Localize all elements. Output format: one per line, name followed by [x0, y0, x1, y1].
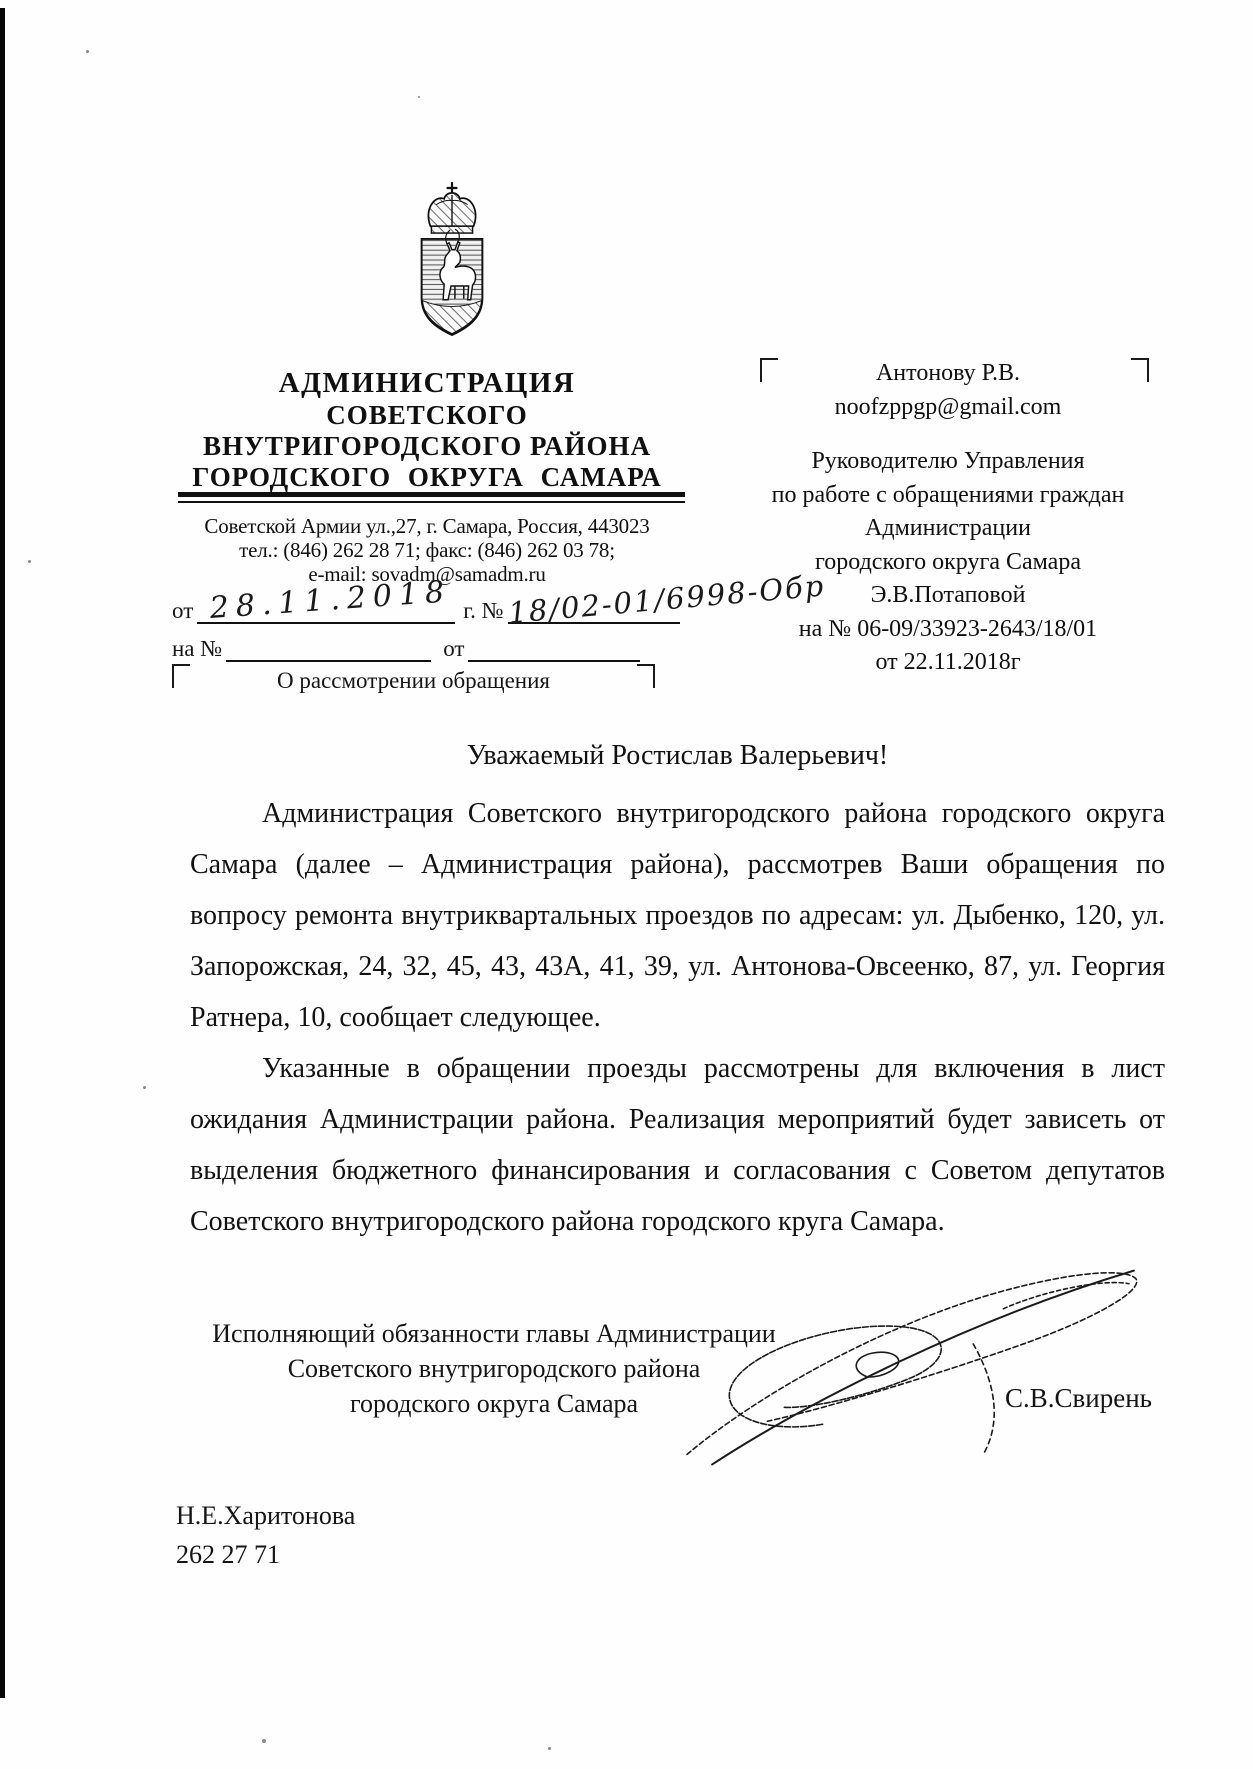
org-name-line: СОВЕТСКОГО — [326, 400, 528, 430]
samara-coat-of-arms-icon — [403, 180, 501, 342]
scan-speck — [548, 1747, 551, 1750]
signer-title-line: Исполняющий обязанности главы Администрации — [212, 1319, 776, 1348]
recipient-line: Администрации — [865, 515, 1031, 541]
handwritten-signature-icon — [672, 1248, 1164, 1470]
scan-speck — [418, 96, 420, 98]
scan-edge-line — [0, 8, 5, 1698]
subject-line: О рассмотрении обращения — [277, 668, 550, 693]
signer-name: С.В.Свирень — [1005, 1383, 1152, 1413]
ref-number-blank-line — [226, 636, 431, 662]
signer-title-line: городского округа Самара — [349, 1389, 639, 1418]
corner-mark-right-icon — [1131, 358, 1149, 382]
corner-mark-right-icon — [637, 664, 655, 688]
executor-name: Н.Е.Харитонова — [176, 1501, 356, 1530]
signer-title-line: Советского внутригородского района — [287, 1354, 701, 1383]
salutation: Уважаемый Ростислав Валерьевич! — [466, 740, 889, 771]
org-name-line: АДМИНИСТРАЦИЯ — [278, 367, 576, 399]
recipient-block — [745, 352, 1151, 680]
letterhead-org-block — [170, 366, 684, 493]
address-line: тел.: (846) 262 28 71; факс: (846) 262 03 78; — [239, 538, 615, 562]
scan-speck — [28, 560, 31, 563]
subject-block — [172, 660, 655, 696]
scan-speck — [86, 50, 89, 53]
letterhead-rule-thick — [178, 492, 685, 497]
incoming-ref-row — [172, 636, 672, 662]
address-line: e-mail: sovadm@samadm.ru — [308, 562, 546, 586]
na-label: на № — [172, 636, 223, 661]
ot-label: от — [172, 598, 194, 623]
org-name-line: ГОРОДСКОГО ОКРУГА САМАРА — [192, 462, 662, 492]
body-paragraph-1: Администрация Советского внутригородского района городского округа Самара (далее – Администрация района), рассмотрев Ваши обращения по вопросу ремонта внутриквартальных проездов по адресам: ул. Дыбенко, 120, ул. Запорожская, 24, 32, 45, 43, 43А, 41, 39, ул. Антонова-Овсеенко, 87, ул. Георгия Ратнера, 10, сообщает следующее. — [190, 798, 1165, 1033]
ref-date-blank-line — [468, 636, 640, 662]
address-line: Советской Армии ул.,27, г. Самара, Россия, 443023 — [204, 514, 650, 538]
handwritten-number: 18/02-01/6998-Обр — [506, 568, 827, 630]
recipient-line: Э.В.Потаповой — [870, 582, 1026, 608]
scan-speck — [143, 1086, 146, 1089]
executor-phone: 262 27 71 — [176, 1540, 280, 1569]
recipient-ref-date: от 22.11.2018г — [875, 649, 1021, 675]
recipient-name: Антонову Р.В. — [875, 360, 1021, 386]
body-paragraph-2: Указанные в обращении проезды рассмотрены для включения в лист ожидания Администрации района. Реализация мероприятий будет зависеть от выделения бюджетного финансирования и согласования с Советом депутатов Советского внутригородского района городского круга Самара. — [190, 1053, 1165, 1237]
executor-contact-block — [176, 1496, 355, 1574]
num-label: г. № — [463, 598, 504, 623]
handwritten-date: 28.11.2018 — [208, 574, 453, 626]
corner-mark-left-icon — [172, 664, 190, 688]
recipient-email: noofzppgp@gmail.com — [834, 394, 1062, 420]
scan-speck — [262, 1739, 266, 1743]
date-blank-line — [197, 574, 455, 626]
letterhead-rule-thin — [178, 501, 685, 503]
recipient-ref-number: на № 06-09/33923-2643/18/01 — [798, 615, 1098, 642]
recipient-line: Руководителю Управления — [811, 448, 1085, 474]
recipient-line: городского округа Самара — [815, 548, 1081, 575]
number-blank-line — [506, 568, 827, 630]
letter-body — [190, 740, 1165, 1247]
ot-label: от — [443, 636, 465, 661]
org-name-line: ВНУТРИГОРОДСКОГО РАЙОНА — [202, 431, 652, 461]
corner-mark-left-icon — [760, 358, 778, 382]
recipient-line: по работе с обращениями граждан — [771, 481, 1125, 508]
